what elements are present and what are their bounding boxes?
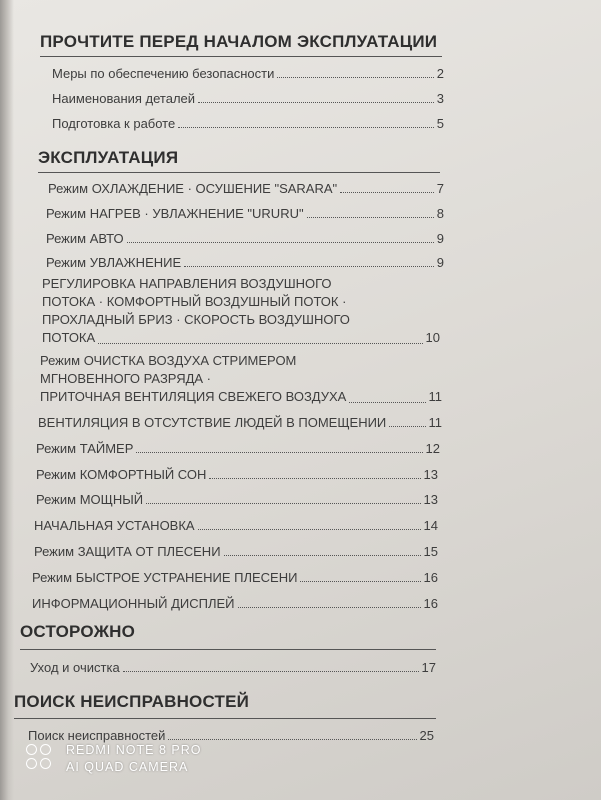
leader-dots [198,529,421,530]
toc-entry-airflow [42,275,440,347]
leader-dots [307,217,434,218]
toc-entry-line: РЕГУЛИРОВКА НАПРАВЛЕНИЯ ВОЗДУШНОГО [42,276,332,291]
toc-entry-line: ПРИТОЧНАЯ ВЕНТИЛЯЦИЯ СВЕЖЕГО ВОЗДУХА [40,389,347,404]
toc-entry-care [30,660,436,675]
toc-entry-fast-mold-removal [32,570,438,585]
toc-entry-page: 3 [436,91,444,106]
toc-entry-ventilation-absent [38,415,442,430]
toc-entry-line: ПОТОКА · КОМФОРТНЫЙ ВОЗДУШНЫЙ ПОТОК · [42,294,347,309]
toc-entry-page: 11 [428,415,442,430]
toc-entry-page: 25 [419,728,434,743]
toc-entry-page: 15 [423,544,438,559]
toc-entry-info-display [32,596,438,611]
toc-entry-timer [36,441,440,456]
toc-entry-page: 14 [423,518,438,533]
leader-dots [127,242,434,243]
toc-entry-label: Режим ОХЛАЖДЕНИЕ · ОСУШЕНИЕ "SARARA" [48,181,338,196]
toc-entry-label: Режим НАГРЕВ · УВЛАЖНЕНИЕ "URURU" [46,206,304,221]
section-rule [20,649,436,650]
toc-entry-powerful [36,492,438,507]
section-rule [14,718,436,719]
toc-entry-page: 17 [421,660,436,675]
toc-entry-preparation [52,116,444,131]
toc-entry-label: Режим КОМФОРТНЫЙ СОН [36,467,207,482]
page-edge-shadow [0,0,14,800]
toc-entry-label: Режим ТАЙМЕР [36,441,134,456]
leader-dots [340,192,434,193]
toc-entry-line: ПОТОКА [42,330,96,345]
toc-entry-sleep [36,467,438,482]
toc-entry-page: 16 [423,570,438,585]
toc-entry-page: 10 [425,330,440,345]
toc-entry-streamer [40,352,442,406]
camera-lens-icon [26,744,56,774]
toc-entry-label: Режим УВЛАЖНЕНИЕ [46,255,182,270]
leader-dots [178,127,434,128]
toc-entry-line: ПРОХЛАДНЫЙ БРИЗ · СКОРОСТЬ ВОЗДУШНОГО [42,312,350,327]
toc-entry-safety [52,66,444,81]
toc-entry-label: НАЧАЛЬНАЯ УСТАНОВКА [34,518,195,533]
toc-entry-label: ВЕНТИЛЯЦИЯ В ОТСУТСТВИЕ ЛЮДЕЙ В ПОМЕЩЕНИИ [38,415,387,430]
section-title-read-before: ПРОЧТИТЕ ПЕРЕД НАЧАЛОМ ЭКСПЛУАТАЦИИ [40,32,438,51]
leader-dots [198,102,434,103]
toc-entry-label: Режим ЗАЩИТА ОТ ПЛЕСЕНИ [34,544,221,559]
toc-entry-label: Меры по обеспечению безопасности [52,66,275,81]
toc-entry-label: Наименования деталей [52,91,196,106]
leader-dots [168,739,416,740]
toc-entry-page: 13 [423,467,438,482]
toc-entry-label: ИНФОРМАЦИОННЫЙ ДИСПЛЕЙ [32,596,235,611]
toc-entry-label: Уход и очистка [30,660,120,675]
leader-dots [277,77,433,78]
toc-entry-page: 5 [436,116,444,131]
toc-entry-auto [46,231,444,246]
toc-entry-page: 16 [423,596,438,611]
section-rule [40,56,442,57]
toc-entry-initial-setup [34,518,438,533]
toc-entry-page: 12 [425,441,440,456]
section-title-operation: ЭКСПЛУАТАЦИЯ [38,148,179,167]
leader-dots [123,671,419,672]
toc-entry-label: Подготовка к работе [52,116,176,131]
leader-dots [238,607,421,608]
toc-entry-page: 8 [436,206,444,221]
toc-entry-label: Режим АВТО [46,231,124,246]
leader-dots [146,503,420,504]
leader-dots [389,426,425,427]
toc-entry-cooling [48,181,444,196]
leader-dots [224,555,421,556]
toc-entry-page: 11 [428,389,442,404]
toc-entry-mold-protection [34,544,438,559]
leader-dots [98,343,422,344]
toc-entry-label: Поиск неисправностей [28,728,166,743]
toc-entry-line: Режим ОЧИСТКА ВОЗДУХА СТРИМЕРОМ [40,353,297,368]
toc-entry-parts [52,91,444,106]
section-title-troubleshooting: ПОИСК НЕИСПРАВНОСТЕЙ [14,692,250,711]
toc-entry-heating [46,206,444,221]
toc-entry-humidify [46,255,444,270]
section-rule [38,172,440,173]
toc-entry-page: 9 [436,255,444,270]
leader-dots [184,266,434,267]
toc-entry-line: МГНОВЕННОГО РАЗРЯДА · [40,371,211,386]
leader-dots [136,452,422,453]
leader-dots [300,581,420,582]
camera-watermark [26,742,201,776]
toc-entry-troubleshooting [28,728,434,743]
watermark-line-model: REDMI NOTE 8 PRO [66,743,202,757]
toc-entry-page: 2 [436,66,444,81]
watermark-line-camera: AI QUAD CAMERA [66,760,189,774]
section-title-caution: ОСТОРОЖНО [20,622,136,641]
toc-entry-label: Режим БЫСТРОЕ УСТРАНЕНИЕ ПЛЕСЕНИ [32,570,298,585]
toc-entry-label: Режим МОЩНЫЙ [36,492,144,507]
toc-entry-page: 9 [436,231,444,246]
leader-dots [349,402,425,403]
leader-dots [209,478,420,479]
toc-entry-page: 13 [423,492,438,507]
toc-entry-page: 7 [436,181,444,196]
